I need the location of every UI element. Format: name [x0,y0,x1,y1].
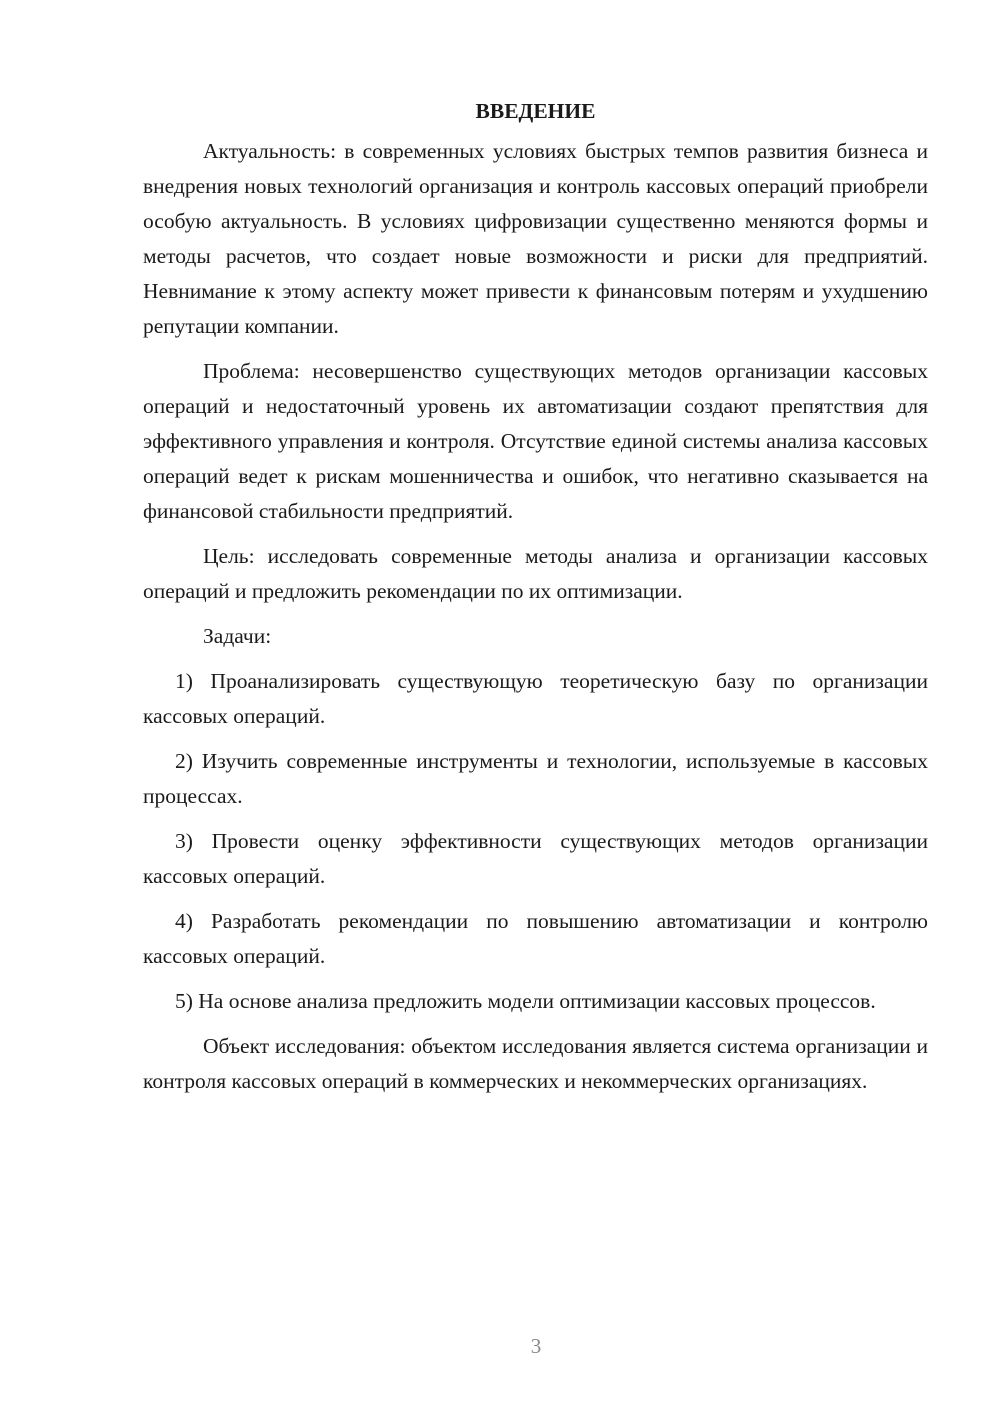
task-item: 3) Провести оценку эффективности существующих методов организации кассовых операций. [143,829,928,888]
paragraph-goal: Цель: исследовать современные методы анализа и организации кассовых операций и предложить рекомендации по их оптимизации. [143,544,928,603]
paragraph-problem: Проблема: несовершенство существующих методов организации кассовых операций и недостаточный уровень их автоматизации создают препятствия для эффективного управления и контроля. Отсутствие единой системы анализа кассовых операций ведет к рискам мошенничества и ошибок, что негативно сказывается на финансовой стабильности предприятий. [143,359,928,523]
paragraph-relevance: Актуальность: в современных условиях быстрых темпов развития бизнеса и внедрения новых технологий организация и контроль кассовых операций приобрели особую актуальность. В условиях цифровизации существенно меняются формы и методы расчетов, что создает новые возможности и риски для предприятий. Невнимание к этому аспекту может привести к финансовым потерям и ухудшению репутации компании. [143,139,928,338]
document-page [143,96,928,1109]
task-item: 4) Разработать рекомендации по повышению автоматизации и контролю кассовых операций. [143,909,928,968]
paragraph-object: Объект исследования: объектом исследования является система организации и контроля кассовых операций в коммерческих и некоммерческих организациях. [143,1034,928,1093]
task-item: 1) Проанализировать существующую теоретическую базу по организации кассовых операций. [143,669,928,728]
page-number: 3 [530,1334,542,1358]
tasks-list [143,664,928,1019]
page-title: ВВЕДЕНИЕ [475,99,596,123]
task-item: 5) На основе анализа предложить модели оптимизации кассовых процессов. [175,989,876,1013]
task-item: 2) Изучить современные инструменты и технологии, используемые в кассовых процессах. [143,749,928,808]
tasks-label: Задачи: [203,624,272,648]
